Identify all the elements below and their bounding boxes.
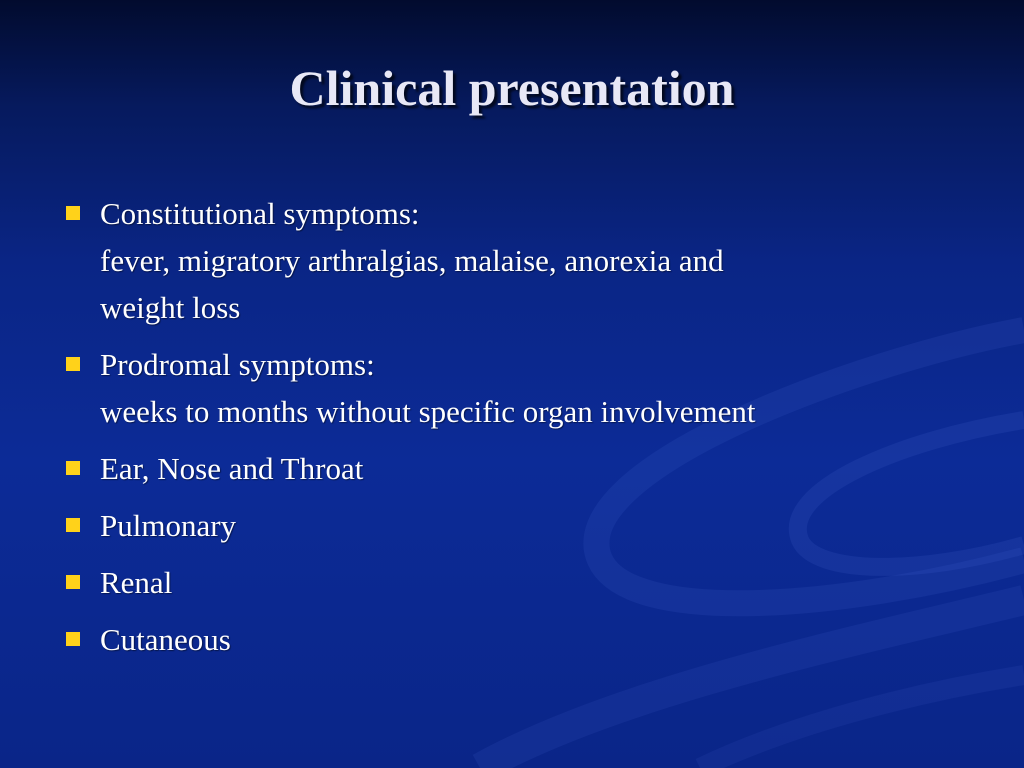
square-bullet-icon: [66, 632, 80, 646]
bullet-item: [60, 502, 980, 549]
bullet-list: [60, 190, 980, 673]
bullet-item: [60, 559, 980, 606]
bullet-subtext: weeks to months without specific organ involvement: [100, 394, 756, 429]
bullet-item: [60, 341, 980, 435]
bullet-text: Ear, Nose and Throat: [100, 451, 364, 486]
square-bullet-icon: [66, 357, 80, 371]
bullet-subtext: weight loss: [100, 290, 241, 325]
square-bullet-icon: [66, 518, 80, 532]
slide-title: Clinical presentation: [289, 60, 735, 116]
bullet-text: Constitutional symptoms:: [100, 196, 420, 231]
bullet-text: Renal: [100, 565, 173, 600]
bullet-text: Pulmonary: [100, 508, 237, 543]
square-bullet-icon: [66, 206, 80, 220]
bullet-subtext: fever, migratory arthralgias, malaise, anorexia and: [100, 243, 724, 278]
bullet-text: Prodromal symptoms:: [100, 347, 375, 382]
square-bullet-icon: [66, 575, 80, 589]
bullet-item: [60, 616, 980, 663]
bullet-text: Cutaneous: [100, 622, 231, 657]
square-bullet-icon: [66, 461, 80, 475]
bullet-item: [60, 445, 980, 492]
bullet-item: [60, 190, 980, 331]
